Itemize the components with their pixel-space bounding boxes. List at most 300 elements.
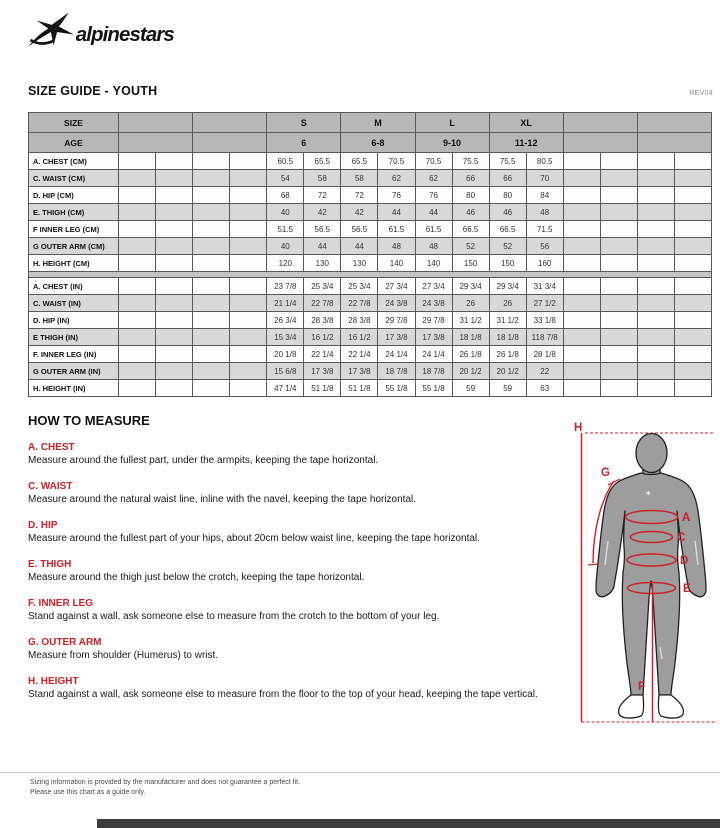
row-label-cell: A. CHEST (CM) [29, 153, 119, 170]
value-cell: 56 [526, 238, 563, 255]
measure-item-inner-leg [28, 598, 563, 623]
table-row [29, 278, 712, 295]
value-cell: 80.5 [526, 153, 563, 170]
table-row [29, 329, 712, 346]
measure-heading: H. HEIGHT [28, 676, 79, 687]
empty-cell [637, 187, 674, 204]
size-group-cell [119, 113, 193, 133]
value-cell: 61.5 [415, 221, 452, 238]
value-cell: 52 [489, 238, 526, 255]
empty-cell [563, 295, 600, 312]
value-cell: 54 [267, 170, 304, 187]
measure-heading: G. OUTER ARM [28, 637, 102, 648]
size-group-cell: 6 [267, 133, 341, 153]
value-cell: 16 1/2 [304, 329, 341, 346]
value-cell: 20 1/2 [489, 363, 526, 380]
how-to-measure-section [28, 413, 563, 715]
value-cell: 24 1/4 [415, 346, 452, 363]
empty-cell [119, 238, 156, 255]
row-label-cell: F INNER LEG (CM) [29, 221, 119, 238]
value-cell: 72 [341, 187, 378, 204]
value-cell: 84 [526, 187, 563, 204]
empty-cell [674, 255, 711, 272]
table-row [29, 363, 712, 380]
page-title-prefix: SIZE GUIDE - [28, 84, 113, 98]
empty-cell [637, 363, 674, 380]
value-cell: 75.5 [452, 153, 489, 170]
empty-cell [119, 170, 156, 187]
measure-item-chest [28, 442, 563, 467]
empty-cell [156, 204, 193, 221]
value-cell: 80 [489, 187, 526, 204]
empty-cell [156, 153, 193, 170]
value-cell: 28 1/8 [526, 346, 563, 363]
empty-cell [119, 153, 156, 170]
value-cell: 46 [452, 204, 489, 221]
value-cell: 61.5 [378, 221, 415, 238]
label-e: E [683, 583, 691, 595]
table-row [29, 380, 712, 397]
size-group-cell: 9-10 [415, 133, 489, 153]
value-cell: 59 [452, 380, 489, 397]
size-group-cell [193, 113, 267, 133]
empty-cell [230, 278, 267, 295]
value-cell: 18 1/8 [452, 329, 489, 346]
empty-cell [119, 346, 156, 363]
empty-cell [230, 346, 267, 363]
value-cell: 52 [452, 238, 489, 255]
size-group-cell: 11-12 [489, 133, 563, 153]
empty-cell [563, 363, 600, 380]
empty-cell [193, 295, 230, 312]
empty-cell [193, 238, 230, 255]
measure-text: Stand against a wall, ask someone else to measure from the floor to the top of your head, keeping the tape vertical. [28, 689, 538, 700]
table-row [29, 238, 712, 255]
size-group-cell [637, 133, 711, 153]
value-cell: 29 7/8 [415, 312, 452, 329]
label-h: H [574, 422, 583, 434]
table-row [29, 187, 712, 204]
footer-disclaimer [30, 778, 300, 797]
empty-cell [637, 346, 674, 363]
value-cell: 60.5 [267, 153, 304, 170]
empty-cell [600, 238, 637, 255]
value-cell: 62 [415, 170, 452, 187]
empty-cell [674, 363, 711, 380]
value-cell: 31 1/2 [452, 312, 489, 329]
empty-cell [674, 346, 711, 363]
value-cell: 25 3/4 [341, 278, 378, 295]
table-row [29, 221, 712, 238]
revision-label: REV04 [689, 90, 713, 97]
label-c: C [677, 532, 686, 544]
empty-cell [230, 312, 267, 329]
value-cell: 56.5 [304, 221, 341, 238]
row-label-cell: D. HIP (CM) [29, 187, 119, 204]
empty-cell [637, 221, 674, 238]
size-header-row [29, 113, 712, 133]
empty-cell [119, 187, 156, 204]
empty-cell [156, 363, 193, 380]
value-cell: 80 [452, 187, 489, 204]
empty-cell [674, 278, 711, 295]
measure-text: Measure from shoulder (Humerus) to wrist. [28, 650, 219, 661]
value-cell: 140 [415, 255, 452, 272]
row-label-cell: H. HEIGHT (IN) [29, 380, 119, 397]
table-row [29, 204, 712, 221]
empty-cell [156, 346, 193, 363]
value-cell: 42 [341, 204, 378, 221]
body-diagram [563, 413, 720, 773]
bottom-bar [97, 819, 720, 828]
row-label-cell: SIZE [29, 113, 119, 133]
empty-cell [156, 278, 193, 295]
empty-cell [637, 380, 674, 397]
value-cell: 65.5 [341, 153, 378, 170]
empty-cell [600, 312, 637, 329]
value-cell: 68 [267, 187, 304, 204]
empty-cell [600, 170, 637, 187]
size-group-cell [563, 113, 637, 133]
value-cell: 63 [526, 380, 563, 397]
empty-cell [674, 295, 711, 312]
measure-heading: C. WAIST [28, 481, 73, 492]
measure-item-thigh [28, 559, 563, 584]
table-row [29, 255, 712, 272]
size-group-cell [637, 113, 711, 133]
measure-text: Measure around the thigh just below the crotch, keeping the tape horizontal. [28, 572, 365, 583]
empty-cell [156, 312, 193, 329]
value-cell: 26 1/8 [489, 346, 526, 363]
empty-cell [119, 380, 156, 397]
value-cell: 17 3/8 [378, 329, 415, 346]
empty-cell [674, 221, 711, 238]
empty-cell [674, 312, 711, 329]
value-cell: 65.5 [304, 153, 341, 170]
empty-cell [119, 363, 156, 380]
measure-heading: D. HIP [28, 520, 58, 531]
table-row [29, 153, 712, 170]
chest-logo-icon: ✶ [645, 489, 652, 498]
value-cell: 44 [341, 238, 378, 255]
value-cell: 31 3/4 [526, 278, 563, 295]
row-label-cell: E. THIGH (CM) [29, 204, 119, 221]
value-cell: 76 [378, 187, 415, 204]
empty-cell [156, 380, 193, 397]
empty-cell [119, 312, 156, 329]
empty-cell [119, 221, 156, 238]
value-cell: 24 3/8 [415, 295, 452, 312]
value-cell: 15 3/4 [267, 329, 304, 346]
value-cell: 48 [378, 238, 415, 255]
empty-cell [156, 221, 193, 238]
value-cell: 75.5 [489, 153, 526, 170]
size-group-cell: XL [489, 113, 563, 133]
empty-cell [600, 204, 637, 221]
empty-cell [193, 312, 230, 329]
value-cell: 20 1/8 [267, 346, 304, 363]
value-cell: 18 7/8 [415, 363, 452, 380]
size-group-cell: 6-8 [341, 133, 415, 153]
astar-icon [29, 12, 74, 46]
empty-cell [156, 295, 193, 312]
body-silhouette-icon [596, 434, 706, 719]
empty-cell [193, 363, 230, 380]
value-cell: 27 3/4 [415, 278, 452, 295]
measure-text: Measure around the fullest part of your hips, about 20cm below waist line, keeping the tape horizontal. [28, 533, 480, 544]
size-group-cell [563, 133, 637, 153]
row-label-cell: A. CHEST (IN) [29, 278, 119, 295]
empty-cell [230, 329, 267, 346]
measure-text: Measure around the fullest part, under the armpits, keeping the tape horizontal. [28, 455, 379, 466]
footer-line-2: Please use this chart as a guide only. [30, 788, 146, 796]
size-group-cell: L [415, 113, 489, 133]
empty-cell [600, 295, 637, 312]
empty-cell [563, 153, 600, 170]
value-cell: 58 [304, 170, 341, 187]
value-cell: 46 [489, 204, 526, 221]
empty-cell [637, 312, 674, 329]
empty-cell [563, 312, 600, 329]
label-d: D [680, 555, 689, 567]
empty-cell [563, 329, 600, 346]
empty-cell [230, 295, 267, 312]
value-cell: 26 3/4 [267, 312, 304, 329]
table-row [29, 295, 712, 312]
value-cell: 44 [415, 204, 452, 221]
empty-cell [563, 380, 600, 397]
value-cell: 27 1/2 [526, 295, 563, 312]
value-cell: 56.5 [341, 221, 378, 238]
footer-divider [0, 772, 720, 773]
row-label-cell: E THIGH (IN) [29, 329, 119, 346]
empty-cell [230, 170, 267, 187]
empty-cell [563, 238, 600, 255]
value-cell: 51.5 [267, 221, 304, 238]
size-table [28, 112, 712, 397]
measure-text: Measure around the natural waist line, inline with the navel, keeping the tape horizontal. [28, 494, 417, 505]
value-cell: 29 3/4 [452, 278, 489, 295]
value-cell: 70 [526, 170, 563, 187]
empty-cell [230, 238, 267, 255]
value-cell: 118 7/8 [526, 329, 563, 346]
alpinestars-logo [26, 10, 186, 54]
measure-item-waist [28, 481, 563, 506]
value-cell: 44 [378, 204, 415, 221]
empty-cell [119, 204, 156, 221]
value-cell: 130 [304, 255, 341, 272]
row-label-cell: G OUTER ARM (CM) [29, 238, 119, 255]
empty-cell [637, 278, 674, 295]
empty-cell [600, 278, 637, 295]
value-cell: 62 [378, 170, 415, 187]
row-label-cell: H. HEIGHT (CM) [29, 255, 119, 272]
table-row [29, 346, 712, 363]
empty-cell [193, 278, 230, 295]
value-cell: 42 [304, 204, 341, 221]
value-cell: 55 1/8 [378, 380, 415, 397]
value-cell: 51 1/8 [304, 380, 341, 397]
value-cell: 17 3/8 [304, 363, 341, 380]
empty-cell [637, 295, 674, 312]
label-g: G [601, 467, 610, 479]
empty-cell [193, 187, 230, 204]
empty-cell [193, 204, 230, 221]
measurement-figure [563, 413, 720, 773]
empty-cell [674, 153, 711, 170]
value-cell: 40 [267, 238, 304, 255]
value-cell: 17 3/8 [341, 363, 378, 380]
empty-cell [563, 346, 600, 363]
empty-cell [563, 204, 600, 221]
value-cell: 23 7/8 [267, 278, 304, 295]
empty-cell [230, 153, 267, 170]
value-cell: 59 [489, 380, 526, 397]
value-cell: 40 [267, 204, 304, 221]
value-cell: 76 [415, 187, 452, 204]
size-group-cell [193, 133, 267, 153]
empty-cell [600, 346, 637, 363]
empty-cell [119, 278, 156, 295]
empty-cell [119, 295, 156, 312]
value-cell: 21 1/4 [267, 295, 304, 312]
value-cell: 26 [452, 295, 489, 312]
row-label-cell: D. HIP (IN) [29, 312, 119, 329]
value-cell: 28 3/8 [304, 312, 341, 329]
value-cell: 140 [378, 255, 415, 272]
empty-cell [119, 255, 156, 272]
value-cell: 18 1/8 [489, 329, 526, 346]
value-cell: 47 1/4 [267, 380, 304, 397]
value-cell: 71.5 [526, 221, 563, 238]
value-cell: 22 7/8 [341, 295, 378, 312]
how-to-measure-title: HOW TO MEASURE [28, 413, 150, 428]
empty-cell [563, 278, 600, 295]
value-cell: 29 7/8 [378, 312, 415, 329]
value-cell: 31 1/2 [489, 312, 526, 329]
value-cell: 33 1/8 [526, 312, 563, 329]
empty-cell [637, 329, 674, 346]
row-label-cell: AGE [29, 133, 119, 153]
row-label-cell: F. INNER LEG (IN) [29, 346, 119, 363]
value-cell: 22 1/4 [304, 346, 341, 363]
value-cell: 70.5 [415, 153, 452, 170]
page-title [28, 84, 157, 98]
empty-cell [156, 329, 193, 346]
value-cell: 29 3/4 [489, 278, 526, 295]
empty-cell [600, 329, 637, 346]
table-row [29, 170, 712, 187]
empty-cell [600, 255, 637, 272]
value-cell: 22 [526, 363, 563, 380]
value-cell: 66.5 [452, 221, 489, 238]
value-cell: 58 [341, 170, 378, 187]
empty-cell [230, 187, 267, 204]
empty-cell [637, 170, 674, 187]
empty-cell [637, 204, 674, 221]
footer-line-1: Sizing information is provided by the manufacturer and does not guarantee a perfect fit. [30, 779, 301, 786]
row-label-cell: C. WAIST (CM) [29, 170, 119, 187]
value-cell: 25 3/4 [304, 278, 341, 295]
value-cell: 51 1/8 [341, 380, 378, 397]
value-cell: 48 [415, 238, 452, 255]
row-label-cell: G OUTER ARM (IN) [29, 363, 119, 380]
empty-cell [230, 221, 267, 238]
empty-cell [193, 329, 230, 346]
measure-heading: E. THIGH [28, 559, 72, 570]
logo-wordmark: alpinestars [75, 22, 174, 46]
value-cell: 120 [267, 255, 304, 272]
empty-cell [637, 238, 674, 255]
empty-cell [563, 221, 600, 238]
empty-cell [600, 187, 637, 204]
value-cell: 22 7/8 [304, 295, 341, 312]
empty-cell [156, 187, 193, 204]
size-group-cell [119, 133, 193, 153]
empty-cell [637, 153, 674, 170]
measure-item-outer-arm [28, 637, 563, 662]
value-cell: 20 1/2 [452, 363, 489, 380]
empty-cell [230, 255, 267, 272]
empty-cell [230, 363, 267, 380]
table-row [29, 312, 712, 329]
empty-cell [674, 238, 711, 255]
value-cell: 18 7/8 [378, 363, 415, 380]
empty-cell [156, 170, 193, 187]
value-cell: 24 3/8 [378, 295, 415, 312]
measure-heading: F. INNER LEG [28, 598, 94, 609]
empty-cell [600, 363, 637, 380]
value-cell: 26 [489, 295, 526, 312]
empty-cell [674, 170, 711, 187]
measure-heading: A. CHEST [28, 442, 75, 453]
value-cell: 26 1/8 [452, 346, 489, 363]
value-cell: 72 [304, 187, 341, 204]
value-cell: 44 [304, 238, 341, 255]
age-header-row [29, 133, 712, 153]
label-f: F [638, 681, 646, 693]
size-group-cell: M [341, 113, 415, 133]
value-cell: 66.5 [489, 221, 526, 238]
empty-cell [119, 329, 156, 346]
value-cell: 66 [489, 170, 526, 187]
empty-cell [193, 221, 230, 238]
empty-cell [600, 153, 637, 170]
empty-cell [156, 255, 193, 272]
empty-cell [563, 187, 600, 204]
value-cell: 15 6/8 [267, 363, 304, 380]
empty-cell [600, 221, 637, 238]
empty-cell [193, 380, 230, 397]
measure-item-hip [28, 520, 563, 545]
empty-cell [674, 204, 711, 221]
empty-cell [193, 153, 230, 170]
empty-cell [563, 170, 600, 187]
empty-cell [193, 170, 230, 187]
measure-text: Stand against a wall, ask someone else to measure from the crotch to the bottom of your leg. [28, 611, 440, 622]
value-cell: 55 1/8 [415, 380, 452, 397]
empty-cell [230, 204, 267, 221]
empty-cell [563, 255, 600, 272]
value-cell: 28 3/8 [341, 312, 378, 329]
row-label-cell: C. WAIST (IN) [29, 295, 119, 312]
value-cell: 70.5 [378, 153, 415, 170]
value-cell: 150 [489, 255, 526, 272]
value-cell: 160 [526, 255, 563, 272]
empty-cell [600, 380, 637, 397]
empty-cell [230, 380, 267, 397]
measure-item-height [28, 676, 563, 701]
